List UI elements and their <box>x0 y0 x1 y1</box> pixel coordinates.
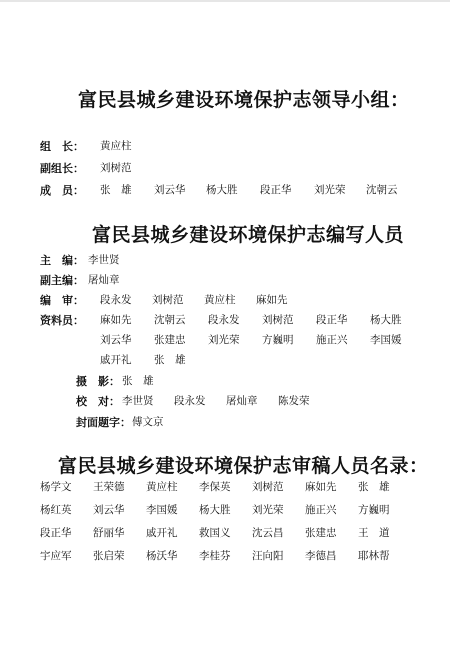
person-name: 方巍明 <box>262 334 294 346</box>
person-name: 施正兴 <box>316 334 348 346</box>
person-name: 杨沃华 <box>146 550 178 562</box>
person-name: 李保英 <box>199 481 231 493</box>
person-name: 汪向阳 <box>252 550 284 562</box>
section-title-reviewers: 富民县城乡建设环境保护志审稿人员名录： <box>58 455 429 477</box>
person-name: 刘光荣 <box>252 504 284 516</box>
person-name: 刘光荣 <box>314 184 346 196</box>
person-name: 段正华 <box>40 527 72 539</box>
person-name: 刘树范 <box>262 314 294 326</box>
section-title-writers: 富民县城乡建设环境保护志编写人员 <box>92 224 405 246</box>
role-label: 摄 影： <box>76 375 120 388</box>
person-name: 张 雄 <box>122 375 154 387</box>
role-label: 副组长： <box>40 162 84 175</box>
person-name: 段永发 <box>208 314 240 326</box>
person-name: 舒丽华 <box>93 527 125 539</box>
person-name: 杨大胜 <box>370 314 402 326</box>
person-name: 戚开礼 <box>100 354 132 366</box>
person-name: 李国媛 <box>146 504 178 516</box>
person-name: 黄应柱 <box>204 294 236 306</box>
person-name: 耶林帮 <box>358 550 390 562</box>
person-name: 杨学文 <box>40 481 72 493</box>
role-label: 校 对： <box>76 395 120 408</box>
role-label: 编 审： <box>40 294 84 307</box>
person-name: 戚开礼 <box>146 527 178 539</box>
person-name: 刘云华 <box>93 504 125 516</box>
person-name: 麻如先 <box>256 294 288 306</box>
person-name: 刘树范 <box>152 294 184 306</box>
person-name: 张建忠 <box>305 527 337 539</box>
person-name: 刘光荣 <box>208 334 240 346</box>
person-name: 刘云华 <box>154 184 186 196</box>
person-name: 沈云昌 <box>252 527 284 539</box>
person-name: 王 道 <box>358 527 390 539</box>
role-label: 成 员： <box>40 184 84 197</box>
role-label: 主 编： <box>40 254 84 267</box>
person-name: 张启荣 <box>93 550 125 562</box>
role-label: 副主编： <box>40 274 84 287</box>
person-name: 麻如先 <box>100 314 132 326</box>
person-name: 张建忠 <box>154 334 186 346</box>
person-name: 段正华 <box>260 184 292 196</box>
page-edge <box>0 0 450 2</box>
person-name: 屠灿章 <box>226 395 258 407</box>
person-name: 刘云华 <box>100 334 132 346</box>
person-name: 杨大胜 <box>206 184 238 196</box>
person-name: 沈朝云 <box>154 314 186 326</box>
person-name: 李世贤 <box>122 395 154 407</box>
role-label: 封面题字： <box>76 416 131 429</box>
person-name: 傅文京 <box>132 416 164 428</box>
person-name: 黄应柱 <box>146 481 178 493</box>
person-name: 麻如先 <box>305 481 337 493</box>
person-name: 段永发 <box>100 294 132 306</box>
person-name: 方巍明 <box>358 504 390 516</box>
person-name: 宇应军 <box>40 550 72 562</box>
person-name: 施正兴 <box>305 504 337 516</box>
person-name: 杨大胜 <box>199 504 231 516</box>
person-name: 李国媛 <box>370 334 402 346</box>
person-name: 段正华 <box>316 314 348 326</box>
person-name: 救国义 <box>199 527 231 539</box>
person-name: 李世贤 <box>88 254 120 266</box>
person-name: 张 雄 <box>100 184 132 196</box>
person-name: 黄应柱 <box>100 140 132 152</box>
section-title-leadership: 富民县城乡建设环境保护志领导小组： <box>78 89 410 111</box>
person-name: 李桂芬 <box>199 550 231 562</box>
person-name: 张 雄 <box>358 481 390 493</box>
person-name: 杨红英 <box>40 504 72 516</box>
person-name: 沈朝云 <box>366 184 398 196</box>
person-name: 屠灿章 <box>88 274 120 286</box>
person-name: 段永发 <box>174 395 206 407</box>
role-label: 资料员： <box>40 314 84 327</box>
person-name: 李德昌 <box>305 550 337 562</box>
person-name: 刘树范 <box>100 162 132 174</box>
person-name: 陈发荣 <box>278 395 310 407</box>
person-name: 王荣德 <box>93 481 125 493</box>
role-label: 组 长： <box>40 140 84 153</box>
person-name: 张 雄 <box>154 354 186 366</box>
person-name: 刘树范 <box>252 481 284 493</box>
